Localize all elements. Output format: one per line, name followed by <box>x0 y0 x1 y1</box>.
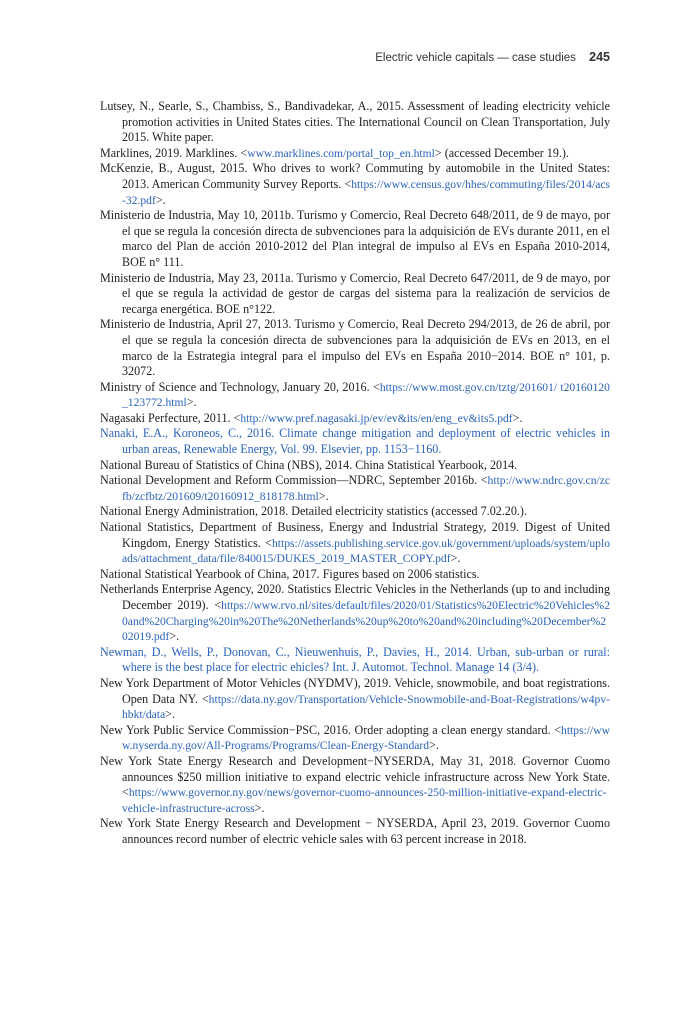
reference-text: Netherlands Enterprise Agency, 2020. Statistics Electric Vehicles in the Netherlands (up to and including December 2019). <box>100 582 610 612</box>
reference-suffix: . <box>519 410 523 425</box>
reference-suffix: . <box>162 192 166 207</box>
reference-suffix: . <box>261 800 265 815</box>
reference-text: New York Department of Motor Vehicles (NYDMV), 2019. Vehicle, snowmobile, and boat registrations. Open Data NY. <box>100 675 610 706</box>
reference-url-link[interactable]: http://www.pref.nagasaki.jp/ev/ev&its/en/eng_ev&its5.pdf <box>240 411 513 425</box>
link-open-bracket: < <box>373 379 380 394</box>
reference-list <box>100 99 610 848</box>
reference-entry <box>100 411 610 427</box>
link-open-bracket: < <box>233 410 241 425</box>
link-open-bracket: < <box>265 535 272 550</box>
reference-text: Lutsey, N., Searle, S., Chambiss, S., Bandivadekar, A., 2015. Assessment of leading electricity vehicle promotion activities in United States cities. The International Council on Clean Transportation, July 2015. White paper. <box>100 99 610 145</box>
reference-text: Ministerio de Industria, April 27, 2013. Turismo y Comercio, Real Decreto 294/2013, de 26 de abril, por el que se regula la concesión directa de subvenciones para la adquisición de EVs en 2013, en el marco de la Estrategia integral para el impulso del EVs en España 2010−2014. BOE n° 101, p. 32072. <box>100 317 610 379</box>
reference-entry[interactable] <box>100 426 610 457</box>
reference-text: Nanaki, E.A., Koroneos, C., 2016. Climate change mitigation and deployment of electric vehicles in urban areas, Renewable Energy, Vol. 99. Elsevier, pp. 1153−1160. <box>100 426 610 457</box>
link-open-bracket: < <box>122 785 129 800</box>
reference-url-link[interactable]: http://www.ndrc.gov.cn/zcfb/zcfbtz/201609/t20160912_818178.html <box>122 474 610 503</box>
reference-entry <box>100 816 610 847</box>
link-close-bracket: > <box>429 738 436 753</box>
reference-entry <box>100 473 610 504</box>
reference-text: Nagasaki Perfecture, 2011. <box>100 410 234 425</box>
reference-text: Ministerio de Industria, May 23, 2011a. Turismo y Comercio, Real Decreto 647/2011, de 9 de mayo, por el que se regula la actividad de gestor de cargas del sistema para la realización de servicios de recarga energética. BOE n°122. <box>100 270 610 316</box>
reference-url-link[interactable]: https://www.governor.ny.gov/news/governor-cuomo-announces-250-million-initiative-expand-electric-vehicle-infrastructure-across <box>122 786 607 815</box>
reference-text: National Energy Administration, 2018. Detailed electricity statistics (accessed 7.02.20.). <box>100 504 527 519</box>
reference-suffix: . <box>193 395 197 410</box>
reference-url-link[interactable]: https://www.census.gov/hhes/commuting/files/2014/acs-32.pdf <box>122 177 610 207</box>
reference-entry <box>100 458 610 474</box>
reference-suffix: (accessed December 19.). <box>441 145 569 160</box>
reference-url-link[interactable]: https://assets.publishing.service.gov.uk/government/uploads/system/uploads/attachment_data/file/840015/DUKES_2019_MASTER_COPY.pdf <box>122 536 610 566</box>
link-open-bracket: < <box>480 473 488 488</box>
reference-url-link[interactable]: https://data.ny.gov/Transportation/Vehicle-Snowmobile-and-Boat-Registrations/w4pv-hbkt/data <box>122 692 610 722</box>
reference-entry <box>100 146 610 162</box>
running-title: Electric vehicle capitals — case studies <box>375 52 576 64</box>
reference-text: New York State Energy Research and Development−NYSERDA, May 31, 2018. Governor Cuomo announces $250 million initiative to expand electric vehicle infrastructure across New York State. <box>100 753 610 784</box>
reference-suffix: . <box>435 738 439 753</box>
link-open-bracket: < <box>554 722 562 737</box>
reference-entry <box>100 271 610 318</box>
reference-entry <box>100 208 610 270</box>
link-open-bracket: < <box>344 176 352 191</box>
reference-entry <box>100 582 610 644</box>
reference-entry <box>100 99 610 146</box>
link-close-bracket: > <box>512 410 520 425</box>
reference-text: National Statistics, Department of Business, Energy and Industrial Strategy, 2019. Digest of United Kingdom, Energy Statistics. <box>100 520 610 550</box>
link-open-bracket: < <box>201 691 209 706</box>
reference-entry <box>100 520 610 567</box>
reference-url-link[interactable]: https://www.nyserda.ny.gov/All-Programs/Programs/Clean-Energy-Standard <box>122 723 610 753</box>
reference-entry <box>100 723 610 754</box>
page-number: 245 <box>589 50 610 64</box>
reference-entry <box>100 504 610 520</box>
reference-text: McKenzie, B., August, 2015. Who drives to work? Commuting by automobile in the United States: 2013. American Community Survey Reports. <box>100 161 610 191</box>
reference-suffix: . <box>457 551 461 566</box>
reference-text: Ministerio de Industria, May 10, 2011b. Turismo y Comercio, Real Decreto 648/2011, de 9 de mayo, por el que se regula la concesión directa de subvenciones para la adquisición de EVs durante 2011, en el marco del Plan de acción 2010-2012 del Plan integral de impulso al EVs en España 2010-2014, BOE n° 111. <box>100 208 610 269</box>
reference-entry <box>100 161 610 208</box>
link-close-bracket: > <box>318 488 326 503</box>
link-close-bracket: > <box>169 629 177 644</box>
reference-entry <box>100 380 610 411</box>
reference-text: Newman, D., Wells, P., Donovan, C., Nieuwenhuis, P., Davies, H., 2014. Urban, sub-urban or rural: where is the best place for electric ehicles? Int. J. Automot. Technol. Manage 14 (3/4). <box>100 644 610 675</box>
link-close-bracket: > <box>434 145 442 160</box>
reference-text: National Bureau of Statistics of China (NBS), 2014. China Statistical Yearbook, 2014. <box>100 457 518 472</box>
reference-entry <box>100 676 610 723</box>
link-open-bracket: < <box>214 598 222 612</box>
reference-text: National Statistical Yearbook of China, 2017. Figures based on 2006 statistics. <box>100 566 480 581</box>
link-close-bracket: > <box>155 192 163 207</box>
running-header <box>375 50 610 64</box>
reference-suffix: . <box>325 488 329 503</box>
reference-text: Marklines, 2019. Marklines. <box>100 145 241 160</box>
reference-suffix: . <box>176 629 180 644</box>
reference-url-link[interactable]: https://www.rvo.nl/sites/default/files/2020/01/Statistics%20Electric%20Vehicles%20and%20Charging%20in%20The%20Netherlands%20up%20to%20and%20including%20December%202019.pdf <box>122 599 610 644</box>
reference-entry <box>100 567 610 583</box>
reference-text: Ministry of Science and Technology, January 20, 2016. <box>100 379 374 394</box>
reference-url-link[interactable]: www.marklines.com/portal_top_en.html <box>247 146 435 160</box>
link-open-bracket: < <box>240 145 248 160</box>
reference-url-link[interactable]: https://www.most.gov.cn/tztg/201601/ t20160120_123772.html <box>122 380 610 410</box>
link-close-bracket: > <box>165 707 172 722</box>
link-close-bracket: > <box>450 551 458 566</box>
reference-suffix: . <box>171 707 176 722</box>
reference-entry <box>100 317 610 379</box>
reference-text: National Development and Reform Commission—NDRC, September 2016b. <box>100 473 481 488</box>
link-close-bracket: > <box>186 395 194 410</box>
reference-text: New York Public Service Commission−PSC, 2016. Order adopting a clean energy standard. <box>100 722 555 737</box>
link-close-bracket: > <box>254 800 262 815</box>
reference-entry[interactable] <box>100 645 610 676</box>
reference-text: New York State Energy Research and Development − NYSERDA, April 23, 2019. Governor Cuomo announces record number of electric vehicle sales with 63 percent increase in 2018. <box>100 816 610 846</box>
reference-entry <box>100 754 610 816</box>
